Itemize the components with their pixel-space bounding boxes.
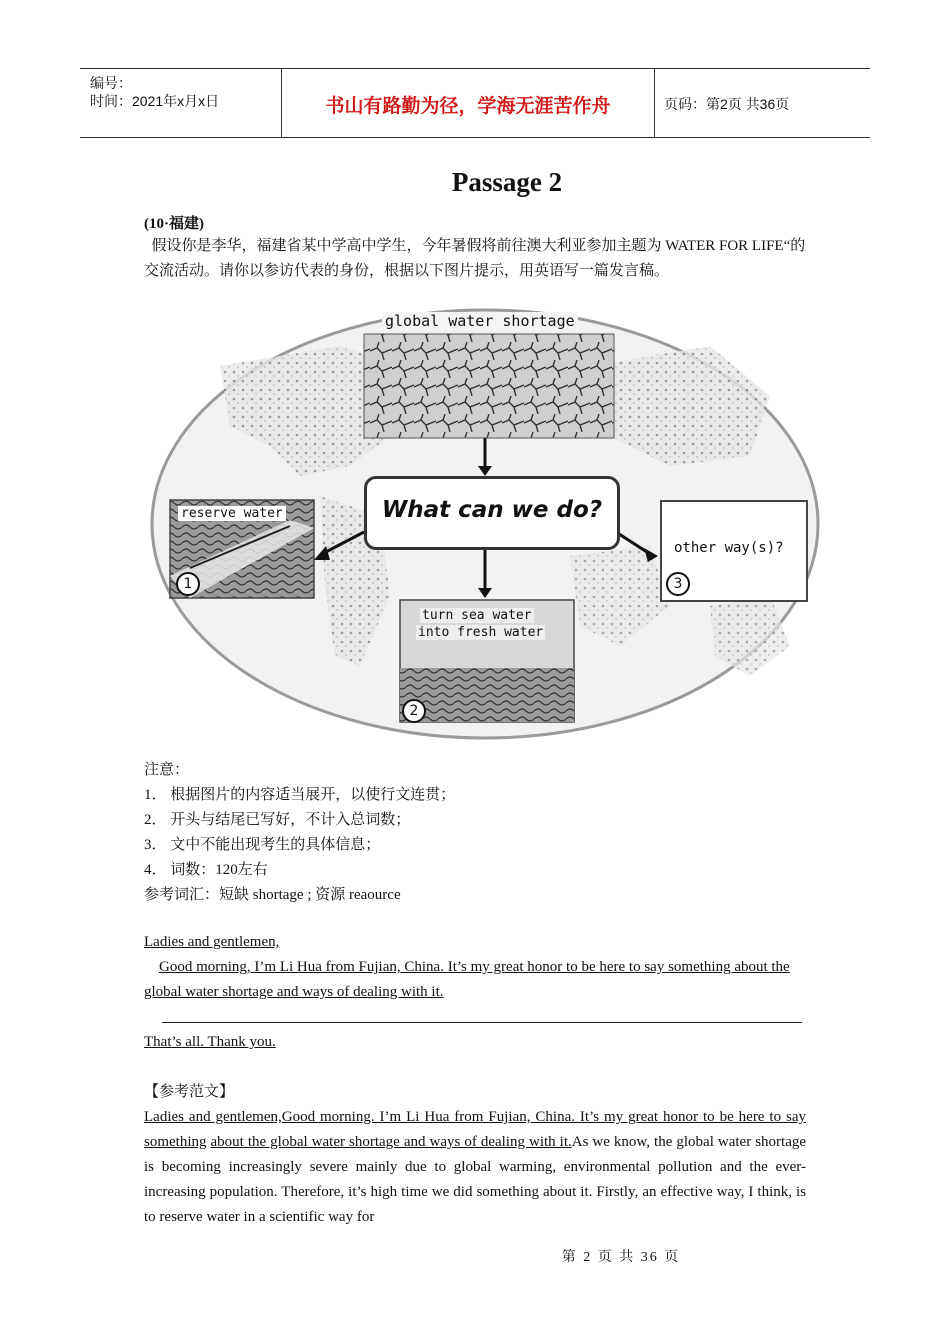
page-header	[80, 68, 870, 138]
number-two-badge: 2	[402, 699, 426, 723]
essay-opening-wrap	[144, 955, 806, 1005]
global-water-shortage-label: global water shortage	[382, 312, 578, 330]
number-one-badge: 1	[176, 572, 200, 596]
sea-water-label-line2: into fresh water	[418, 625, 544, 640]
number-label: 编号：	[90, 75, 132, 91]
header-motto-cell	[281, 69, 655, 137]
page-info: 页码：第2页 共36页	[664, 96, 790, 112]
prompt-text	[144, 234, 806, 284]
prompt-body: 假设你是李华，福建省某中学高中学生，今年暑假将前往澳大利亚参加主题为 WATER FOR LIFE“的交流活动。请你以参访代表的身份，根据以下图片提示，用英语写一篇发言稿。	[144, 238, 806, 279]
answer-blank-line	[162, 1022, 802, 1023]
essay-salutation: Ladies and gentlemen,	[144, 934, 280, 950]
reference-vocabulary: 参考词汇：短缺 shortage ; 资源 reaource	[144, 887, 401, 903]
model-body	[144, 1105, 806, 1230]
header-info-cell	[80, 69, 280, 137]
number-three-badge: 3	[666, 572, 690, 596]
essay-frame	[144, 930, 806, 1005]
reserve-water-label: reserve water	[178, 506, 286, 521]
question-box	[364, 476, 620, 550]
question-text: What can we do?	[381, 497, 603, 523]
source-label: (10·福建)	[144, 216, 204, 232]
page-title: Passage 2	[451, 167, 563, 197]
notes-section	[144, 758, 455, 908]
note-item-4: 4． 词数：120左右	[144, 862, 268, 878]
notes-heading: 注意：	[144, 762, 190, 778]
writing-prompt-illustration	[150, 306, 820, 742]
model-part-3: As we know, the global water shortage is becoming increasingly severe mainly due to global warming, environmental pollution and the ever-increasing population. Therefore, it’s high time we did something about it. Firstly, an effective way, I think, is to reserve water in a scientific way for	[144, 1134, 807, 1225]
model-heading: 【参考范文】	[144, 1084, 235, 1100]
note-item-1: 1． 根据图片的内容适当展开，以使行文连贯；	[144, 787, 456, 803]
header-page-cell	[654, 69, 870, 137]
date-line: 时间：2021年x月x日	[90, 93, 220, 109]
model-part-1: Ladies and gentlemen,Good morning. I’m Li Hua from Fujian, China. It’s my great honor to be here to say something	[144, 1109, 806, 1150]
page-footer: 第 2 页 共 36 页	[561, 1250, 681, 1265]
essay-opening: Good morning, I’m Li Hua from Fujian, China. It’s my great honor to be here to say something about the global water shortage and ways of dealing with it.	[144, 959, 790, 1000]
sea-water-label-line1: turn sea water	[422, 608, 532, 623]
motto: 书山有路勤为径，学海无涯苦作舟	[325, 95, 611, 117]
model-essay	[144, 1080, 806, 1230]
other-ways-label: other way(s)?	[674, 540, 784, 556]
essay-closing: That’s all. Thank you.	[144, 1034, 276, 1050]
model-part-2: about the global water shortage and ways of dealing with it.	[210, 1134, 572, 1150]
note-item-2: 2． 开头与结尾已写好，不计入总词数；	[144, 812, 411, 828]
note-item-3: 3． 文中不能出现考生的具体信息；	[144, 837, 381, 853]
